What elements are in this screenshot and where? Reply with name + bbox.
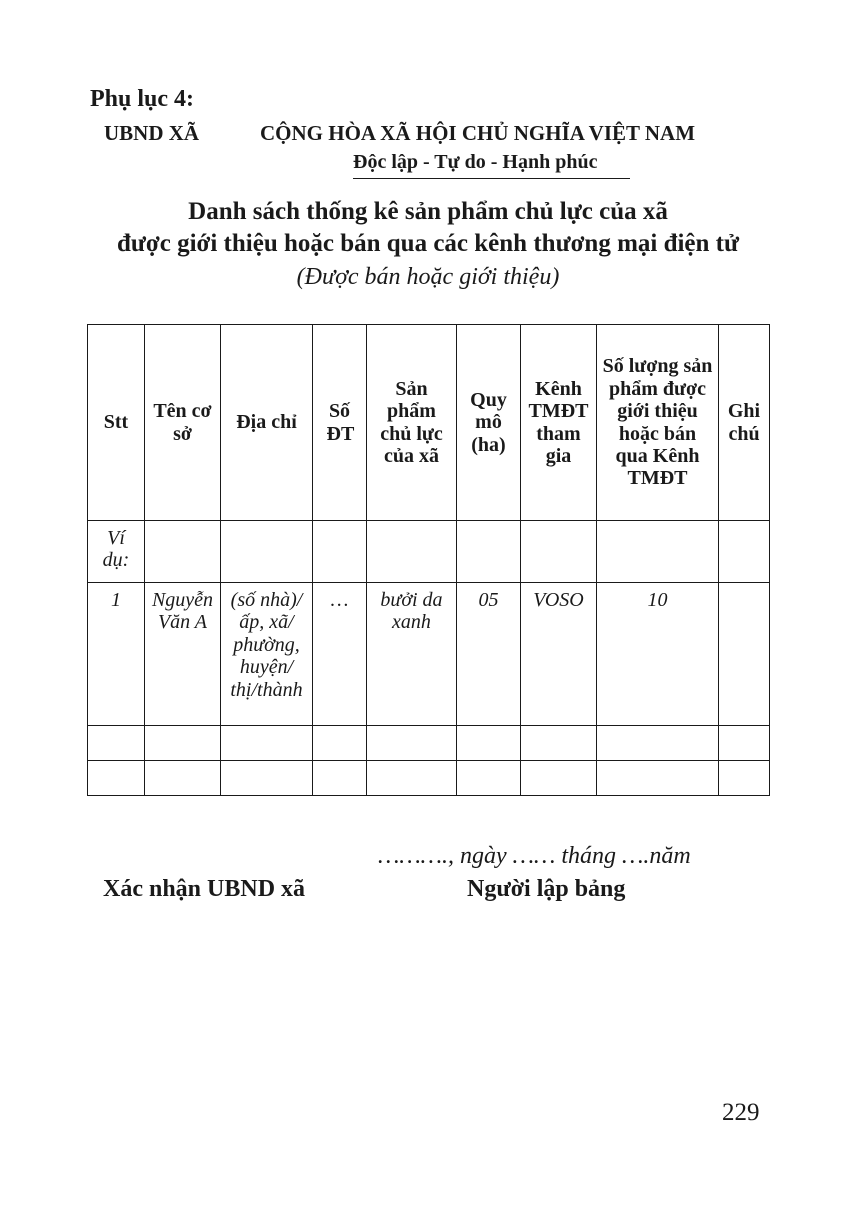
date-line: ………., ngày …… tháng ….năm xyxy=(378,843,691,869)
table-cell xyxy=(88,726,145,761)
page-number: 229 xyxy=(722,1099,760,1126)
column-header-stt: Stt xyxy=(88,325,145,521)
table-cell xyxy=(145,521,221,583)
table-cell xyxy=(313,521,367,583)
table-cell xyxy=(145,761,221,796)
document-title-line-2: được giới thiệu hoặc bán qua các kênh thương mại điện tử xyxy=(116,230,740,257)
table-cell xyxy=(221,761,313,796)
motto-underline xyxy=(353,178,630,179)
document-title-line-1: Danh sách thống kê sản phẩm chủ lực của xã xyxy=(188,198,668,225)
table-cell xyxy=(719,726,770,761)
table-row xyxy=(88,761,770,796)
confirmation-label: Xác nhận UBND xã xyxy=(103,876,306,902)
table-cell xyxy=(145,726,221,761)
cell-stt: 1 xyxy=(88,583,145,726)
example-label-cell: Ví dụ: xyxy=(88,521,145,583)
table-cell xyxy=(367,761,457,796)
column-header-address: Địa chỉ xyxy=(221,325,313,521)
cell-scale: 05 xyxy=(457,583,521,726)
column-header-phone: Số ĐT xyxy=(313,325,367,521)
table-header-row xyxy=(88,325,770,521)
cell-facility-name: Nguyễn Văn A xyxy=(145,583,221,726)
cell-address: (số nhà)/ ấp, xã/ phường, huyện/ thị/thành xyxy=(221,583,313,726)
appendix-title: Phụ lục 4: xyxy=(90,86,195,112)
table-cell xyxy=(597,761,719,796)
cell-product-quantity: 10 xyxy=(597,583,719,726)
table-cell xyxy=(521,521,597,583)
table-cell xyxy=(457,726,521,761)
table-cell xyxy=(313,726,367,761)
column-header-scale: Quy mô (ha) xyxy=(457,325,521,521)
national-motto: Độc lập - Tự do - Hạnh phúc xyxy=(353,151,598,173)
cell-phone: … xyxy=(313,583,367,726)
column-header-product-quantity: Số lượng sản phẩm được giới thiệu hoặc bán qua Kênh TMĐT xyxy=(597,325,719,521)
table-row xyxy=(88,583,770,726)
table-cell xyxy=(597,726,719,761)
column-header-facility-name: Tên cơ sở xyxy=(145,325,221,521)
table-cell xyxy=(457,761,521,796)
republic-heading: CỘNG HÒA XÃ HỘI CHỦ NGHĨA VIỆT NAM xyxy=(260,121,696,145)
table-cell xyxy=(221,726,313,761)
table-cell xyxy=(88,761,145,796)
table-cell xyxy=(521,726,597,761)
table-cell xyxy=(719,521,770,583)
table-cell xyxy=(521,761,597,796)
issuing-authority: UBND XÃ xyxy=(104,121,200,145)
column-header-key-product: Sản phẩm chủ lực của xã xyxy=(367,325,457,521)
cell-notes xyxy=(719,583,770,726)
table-cell xyxy=(719,761,770,796)
column-header-notes: Ghi chú xyxy=(719,325,770,521)
table-cell xyxy=(367,521,457,583)
table-cell xyxy=(221,521,313,583)
table-cell xyxy=(367,726,457,761)
table-cell xyxy=(597,521,719,583)
cell-key-product: bưởi da xanh xyxy=(367,583,457,726)
table-row xyxy=(88,726,770,761)
document-subtitle: (Được bán hoặc giới thiệu) xyxy=(296,264,560,290)
table-cell xyxy=(313,761,367,796)
example-label-row xyxy=(88,521,770,583)
statistics-table xyxy=(87,324,770,796)
cell-ecommerce-channel: VOSO xyxy=(521,583,597,726)
column-header-ecommerce-channel: Kênh TMĐT tham gia xyxy=(521,325,597,521)
preparer-label: Người lập bảng xyxy=(467,876,626,902)
table-cell xyxy=(457,521,521,583)
